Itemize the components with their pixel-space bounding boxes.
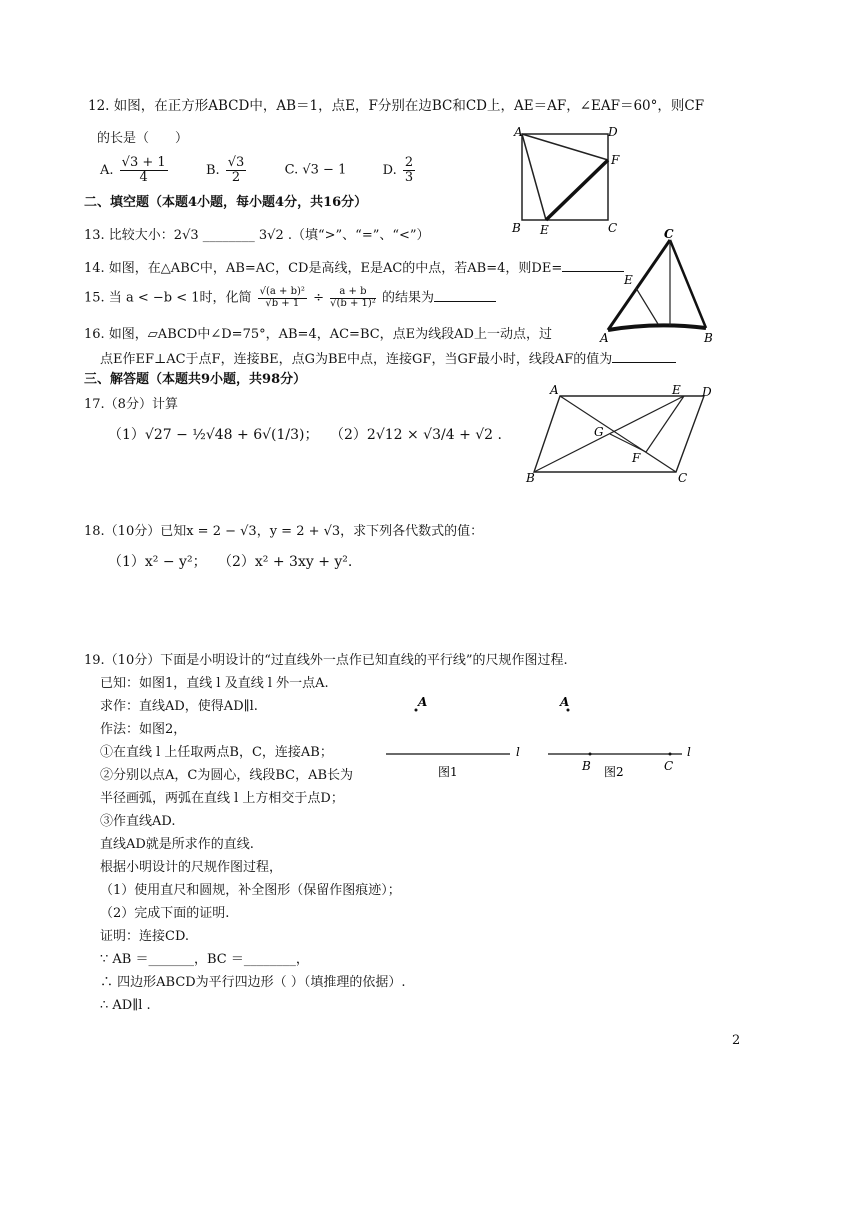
q19-line: 证明：连接CD. — [100, 929, 190, 944]
q18-part1: （1）x² − y²； — [108, 554, 207, 570]
q19-line: 作法：如图2， — [100, 722, 187, 737]
q19-line: 直线AD就是所求作的直线. — [100, 837, 254, 852]
q19-line: ①在直线 l 上任取两点B，C，连接AB； — [100, 745, 333, 760]
section2-title: 二、填空题（本题4小题，每小题4分，共16分） — [84, 195, 368, 210]
q17-part2: （2）2√12 × √3/4 + √2 . — [330, 427, 502, 443]
section3-title: 三、解答题（本题共9小题，共98分） — [84, 372, 307, 387]
q17-part1: （1）√27 − ½√48 + 6√(1/3)； — [108, 427, 319, 443]
q19-line: 已知：如图1，直线 l 及直线 l 外一点A. — [100, 676, 329, 691]
q19-line: 求作：直线AD，使得AD∥l. — [100, 699, 258, 714]
q12-opt-b: B. $\frac{√3}{2}$ — [205, 155, 245, 185]
q14-text: 14. 如图，在△ABC中，AB=AC，CD是高线，E是AC的中点，若AB=4，则DE= — [84, 262, 624, 275]
q16-label-e: E — [672, 383, 681, 397]
q16-parallelogram-figure — [522, 382, 718, 486]
q19-figure-1 — [380, 690, 530, 782]
page-number: 2 — [732, 1033, 741, 1048]
q19-fig2-caption: 图2 — [604, 765, 624, 779]
q16-label-d: D — [702, 385, 712, 399]
q16-label-a: A — [550, 383, 559, 397]
q15-text: 15. 当 a < −b < 1时，化简 $\frac{\text{√(a + b)²}}{√b + 1}$ ÷ $\frac{a + b}{\text{√(b + 1)²}}$ 的结果为 — [84, 287, 496, 309]
q17-head: 17.（8分）计算 — [84, 397, 178, 412]
q16-label-g: G — [594, 425, 604, 439]
q19-fig2-label-b: B — [582, 759, 591, 773]
q12-line1: 12. 如图，在正方形ABCD中，AB＝1，点E，F分别在边BC和CD上，AE＝AF，∠EAF＝60°，则CF — [88, 98, 705, 114]
q19-fig2-label-l: l — [687, 745, 691, 759]
q14-triangle-figure — [596, 226, 720, 344]
q12-opt-d: D. $\frac{2}{3}$ — [382, 155, 414, 185]
q14-label-b: B — [704, 331, 713, 344]
q19-line: ③作直线AD. — [100, 814, 176, 829]
q19-line: ∴ AD∥l . — [100, 998, 151, 1013]
q19-line: ∵ AB ＝_______，BC ＝________， — [100, 952, 309, 967]
q12-label-f: F — [611, 153, 620, 167]
q16-line1: 16. 如图，▱ABCD中∠D=75°，AB=4，AC=BC，点E为线段AD上一动点，过 — [84, 327, 552, 342]
q16-line2: 点E作EF⊥AC于点F，连接BE，点G为BE中点，连接GF，当GF最小时，线段AF的值为 — [100, 353, 676, 366]
q19-line: 半径画弧，两弧在直线 l 上方相交于点D； — [100, 791, 344, 806]
q19-line: （1）使用直尺和圆规，补全图形（保留作图痕迹）； — [100, 883, 401, 898]
q12-line2: 的长是（ ） — [97, 131, 189, 146]
q19-fig1-label-l: l — [516, 745, 520, 759]
q19-fig1-caption: 图1 — [438, 765, 458, 779]
q19-line: ②分别以点A，C为圆心，线段BC，AB长为 — [100, 768, 354, 783]
q12-label-e: E — [540, 223, 549, 236]
q16-label-f: F — [632, 451, 641, 465]
q19-line: 根据小明设计的尺规作图过程， — [100, 860, 283, 875]
q18-head: 18.（10分）已知x = 2 − √3，y = 2 + √3，求下列各代数式的值： — [84, 524, 484, 539]
q12-label-c: C — [608, 221, 618, 235]
q18-part2: （2）x² + 3xy + y². — [218, 554, 353, 570]
q12-opt-a: A. $\frac{√3 + 1}{4}$ — [100, 155, 166, 185]
q14-label-a: A — [600, 331, 609, 344]
q14-label-c: C — [664, 227, 674, 241]
q16-label-b: B — [526, 471, 535, 485]
q16-label-c: C — [678, 471, 688, 485]
q19-figure-2 — [542, 690, 702, 782]
q12-square-figure — [508, 124, 626, 236]
q19-head: 19.（10分）下面是小明设计的“过直线外一点作已知直线的平行线”的尺规作图过程. — [84, 653, 568, 668]
q19-line: ∴ 四边形ABCD为平行四边形（ ）（填推理的依据）. — [100, 975, 406, 990]
q19-fig2-label-c: C — [664, 759, 674, 773]
q12-opt-c: C. √3 − 1 — [284, 162, 347, 178]
q19-line: （2）完成下面的证明. — [100, 906, 230, 921]
q12-label-b: B — [512, 221, 521, 235]
q14-label-e: E — [624, 273, 633, 287]
q12-label-d: D — [608, 125, 618, 139]
q13-text: 13. 比较大小：2√3 ________ 3√2 .（填“>”、“=”、“<”） — [84, 228, 430, 243]
q19-fig2-label-a: A — [560, 695, 570, 709]
q12-label-a: A — [514, 125, 523, 139]
q12-options — [100, 156, 417, 184]
q19-fig1-label-a: A — [418, 695, 428, 709]
